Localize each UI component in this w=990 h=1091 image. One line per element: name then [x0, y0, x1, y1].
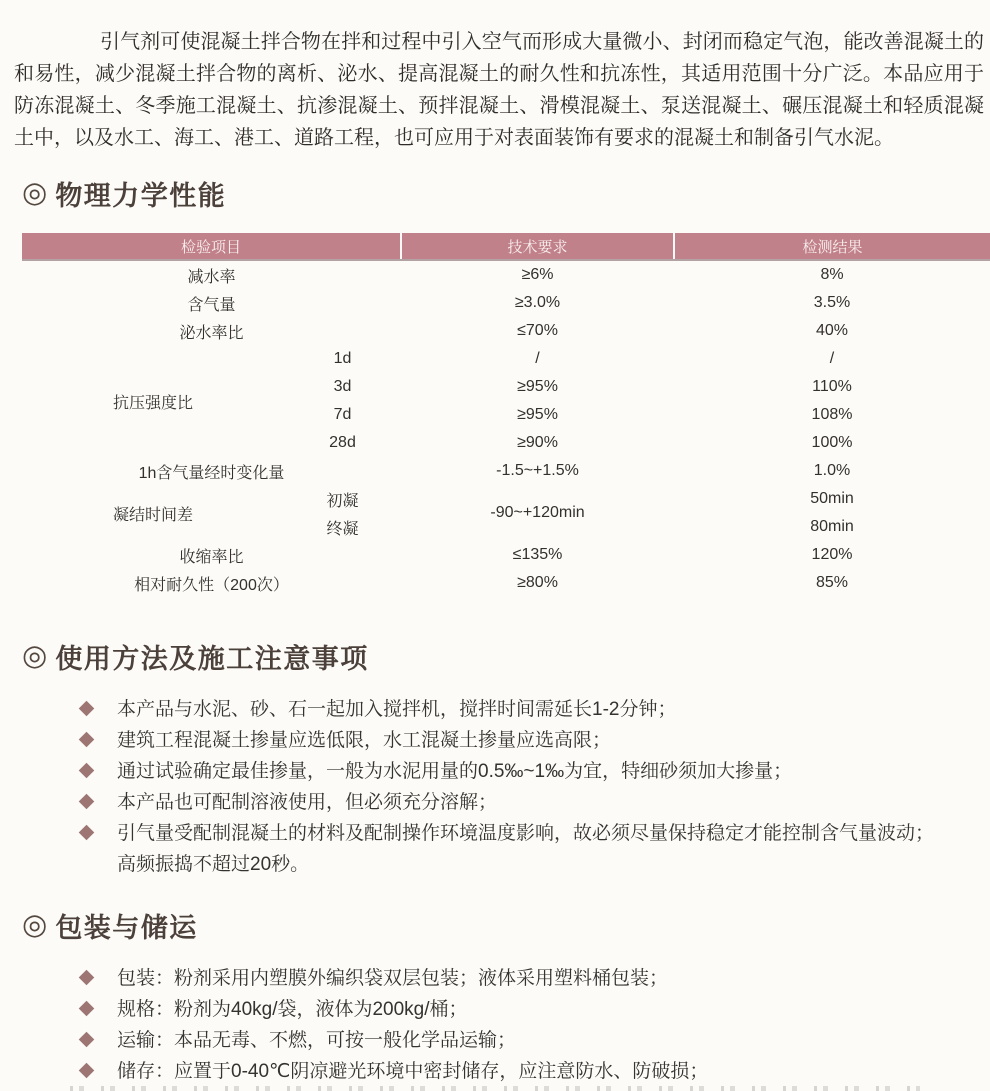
bullet-text-line1: 引气量受配制混凝土的材料及配制操作环境温度影响，故必须尽量保持稳定才能控制含气量波动； [117, 823, 935, 844]
cell-item: 相对耐久性（200次） [134, 576, 289, 594]
cell-sub: 初凝 [326, 492, 359, 510]
cell-requirement: ≤135% [512, 546, 563, 563]
cell-result: 120% [811, 546, 853, 563]
cell-result: 8% [820, 266, 844, 283]
diamond-bullet-icon [79, 1063, 95, 1079]
cell-item: 泌水率比 [179, 324, 244, 342]
cell-sub: 28d [329, 434, 356, 451]
list-item [0, 756, 990, 787]
section-title-usage [22, 637, 990, 676]
list-item [0, 818, 990, 880]
performance-table [22, 233, 990, 597]
col-header-item: 检验项目 [22, 233, 401, 260]
cell-requirement: / [535, 350, 540, 367]
cell-result: 110% [812, 378, 852, 395]
cell-requirement: ≥90% [517, 434, 558, 451]
list-item [0, 1025, 990, 1056]
cell-requirement: ≥80% [517, 574, 558, 591]
diamond-bullet-icon [79, 1001, 95, 1017]
cell-result: 1.0% [813, 462, 851, 479]
cell-requirement: ≥95% [517, 378, 558, 395]
cell-requirement: ≥3.0% [514, 294, 561, 311]
cell-sub: 3d [333, 378, 352, 395]
bullet-text: 规格：粉剂为40kg/袋，液体为200kg/桶； [117, 999, 468, 1020]
section-title-text: 包装与储运 [55, 913, 198, 943]
list-item [0, 725, 990, 756]
cell-item: 含气量 [187, 296, 236, 314]
table-row [22, 541, 990, 569]
list-item [0, 994, 990, 1025]
cell-group: 凝结时间差 [112, 506, 193, 524]
table-row [22, 317, 990, 345]
cell-result: / [829, 350, 835, 367]
cell-sub: 7d [333, 406, 352, 423]
cell-result: 40% [816, 322, 849, 339]
cell-sub: 1d [333, 350, 352, 367]
cell-item: 收缩率比 [179, 548, 244, 566]
cell-requirement: -90~+120min [490, 504, 585, 521]
list-item [0, 1056, 990, 1087]
section-title-text: 使用方法及施工注意事项 [55, 644, 369, 674]
table-row [22, 289, 990, 317]
cell-result: 3.5% [813, 294, 851, 311]
section-title-text: 物理力学性能 [55, 181, 227, 211]
clipped-text-line [70, 1086, 920, 1091]
bullet-text: 包装：粉剂采用内塑膜外编织袋双层包装；液体采用塑料桶包装； [117, 968, 669, 989]
list-item [0, 694, 990, 725]
bullet-text: 建筑工程混凝土掺量应选低限，水工混凝土掺量应选高限； [117, 730, 612, 751]
list-item [0, 963, 990, 994]
diamond-bullet-icon [79, 763, 95, 779]
table-row [22, 569, 990, 597]
cell-result: 85% [816, 574, 849, 591]
document-page [0, 26, 990, 1091]
cell-group: 抗压强度比 [112, 394, 193, 412]
bullet-text: 运输：本品无毒、不燃，可按一般化学品运输； [117, 1030, 517, 1051]
bullet-text: 本产品与水泥、砂、石一起加入搅拌机，搅拌时间需延长1-2分钟； [117, 699, 677, 720]
cell-result: 108% [811, 406, 853, 423]
diamond-bullet-icon [79, 701, 95, 717]
bullet-text: 通过试验确定最佳掺量，一般为水泥用量的0.5‰~1‰为宜，特细砂须加大掺量； [117, 761, 793, 782]
bullet-text [117, 818, 934, 880]
usage-bullet-list [0, 694, 990, 880]
col-header-requirement: 技术要求 [401, 233, 674, 260]
bullet-text: 本产品也可配制溶液使用，但必须充分溶解； [117, 792, 498, 813]
table-row [22, 260, 990, 289]
cell-requirement: ≤70% [517, 322, 558, 339]
diamond-bullet-icon [79, 732, 95, 748]
diamond-bullet-icon [79, 970, 95, 986]
section-marker-icon: ◎ [22, 909, 48, 941]
cell-result: 50min [810, 490, 854, 507]
section-marker-icon: ◎ [22, 177, 48, 209]
table-header-row [22, 233, 990, 260]
diamond-bullet-icon [79, 825, 95, 841]
table-row [22, 457, 990, 485]
cell-sub: 终凝 [326, 520, 359, 538]
cell-requirement: -1.5~+1.5% [496, 462, 579, 479]
section-marker-icon: ◎ [22, 640, 48, 672]
cell-item: 减水率 [187, 268, 236, 286]
cell-result: 100% [811, 434, 853, 451]
bullet-text: 储存：应置于0-40℃阴凉避光环境中密封储存，应注意防水、防破损； [117, 1061, 709, 1082]
bullet-text-line2: 高频振捣不超过20秒。 [117, 854, 310, 875]
list-item [0, 787, 990, 818]
section-title-physical [22, 174, 990, 213]
cell-requirement: ≥6% [521, 266, 554, 283]
cell-result: 80min [810, 518, 854, 535]
diamond-bullet-icon [79, 1032, 95, 1048]
cell-item: 1h含气量经时变化量 [138, 464, 285, 482]
table-row [22, 485, 990, 513]
intro-paragraph: 引气剂可使混凝土拌合物在拌和过程中引入空气而形成大量微小、封闭而稳定气泡，能改善混凝土的和易性，减少混凝土拌合物的离析、泌水、提高混凝土的耐久性和抗冻性，其适用范围十分广泛。本品应用于防冻混凝土、冬季施工混凝土、抗渗混凝土、预拌混凝土、滑模混凝土、泵送混凝土、碾压混凝土和轻质混凝土中，以及水工、海工、港工、道路工程，也可应用于对表面装饰有要求的混凝土和制备引气水泥。 [14, 31, 984, 149]
col-header-result: 检测结果 [674, 233, 990, 260]
table-row [22, 345, 990, 373]
diamond-bullet-icon [79, 794, 95, 810]
cell-requirement: ≥95% [517, 406, 558, 423]
section-title-packaging [22, 906, 990, 945]
packaging-bullet-list [0, 963, 990, 1087]
